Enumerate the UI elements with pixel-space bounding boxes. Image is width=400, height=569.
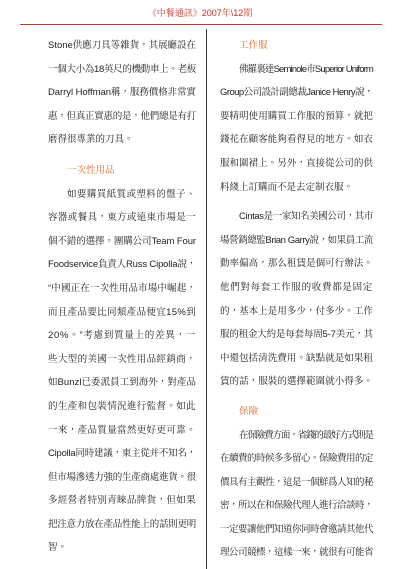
text-line: 價具有主觀性，這是一個鮮爲人知的秘 [220,476,373,488]
text-line: 個不錯的選擇。團購公司Team Four [48,235,196,247]
text-line: 賃的話，服裝的選擇範圍就小得多。 [220,376,373,388]
text-line: 如Bunzl已委派員工到海外，對產品 [48,377,196,389]
text-line: 20%。”考慮到質量上的差異，一 [48,330,196,342]
text-line: “中國正在一次性用品市場中崛起， [48,282,196,294]
text-line: 服的租金大約是每套每周5-7美元，其 [220,329,373,341]
text-line: Cipolla同時建議，東主從并不知名， [48,448,196,460]
left-column [48,34,196,560]
column-divider [206,29,207,569]
section-heading: 一次性用品 [67,164,115,176]
text-line: Group公司設計副總裁Janice Henry說， [220,87,373,99]
text-line: Stone供應刀具等雜貨，其展廳設在 [48,40,196,51]
text-line: 容器或餐具，東方或遠東市場是一 [48,212,196,224]
text-line: 在續費的時候多多留心。保險費用的定 [220,453,373,465]
text-line: 惠，但真正實惠的是，他們總是有打 [48,110,196,122]
text-line: Cintas是一家知名美國公司，其市 [239,211,373,223]
text-line: 場營銷總監Brian Garry說，如果員工流 [220,234,373,246]
paragraph [220,424,373,566]
right-column [220,34,373,565]
paragraph [220,58,373,200]
text-line: 磨得很專業的刀具。 [48,134,134,146]
header-rule [20,24,382,25]
section-heading: 工作服 [239,40,268,51]
text-line: 而且產品要比同類產品便宜15%到 [48,306,196,318]
text-line: 智。 [48,542,68,554]
section-insurance [220,400,373,565]
text-line: Darryl Hoffman稱，服務價格非常實 [48,87,196,99]
paragraph [48,183,196,561]
publication-header: 《中餐通訊》2007年\12期 [147,8,253,18]
text-line: 理公司競標，這樣一來，就很有可能省 [220,547,373,559]
text-line: 中還包括清洗費用。缺點就是如果租 [220,352,373,364]
text-line: 一來，產品質量當然更好更可靠。 [48,424,196,436]
text-line: 如要購買紙質或塑料的盤子、 [67,188,196,200]
text-line: 一個大小為18英尺的機動車上。老板 [48,63,196,75]
text-line: 些大型的美國一次性用品經銷商， [48,353,196,365]
text-line: 要精明使用購買工作服的預算，就把 [220,110,373,122]
text-line: 多經營者特別青睞品牌貨，但如果 [48,495,196,507]
text-line: 但市場滲透力強的生產商處進貨。很 [48,471,196,483]
section-uniforms [220,34,373,394]
section-disposables [48,159,196,560]
text-line: 動率偏高，那么租賃是個可行辦法。 [220,258,373,270]
text-line: 他們對每套工作服的收費都是固定 [220,281,373,293]
text-line: 的生產和包裝情況進行監督。如此 [48,400,196,412]
text-line: 料綫上訂購而不是去定制衣服。 [220,181,354,193]
text-line: 佛羅裏達Seminole市Superior Uniform [239,63,373,75]
text-line: 的，基本上是用多少，付多少。工作 [220,305,373,317]
text-line: 一定要讓他們知道你同時會邀請其他代 [220,523,373,535]
text-line: 密，所以在和保險代理人進行洽談時， [220,500,373,512]
text-line: 服和圍裙上。另外，直接從公司的供 [220,157,373,169]
section-heading: 保險 [239,405,259,417]
text-line: 在保險費方面，省錢的最好方式則是 [239,429,373,441]
text-line: 錢花在顧客能夠看得見的地方。如衣 [220,134,373,146]
text-line: Foodservice負責人Russ Cipolla說， [48,259,196,271]
text-line: 把注意力放在產品性能上的話則更明 [48,518,196,530]
continued-paragraph [48,34,196,152]
paragraph [220,205,373,394]
